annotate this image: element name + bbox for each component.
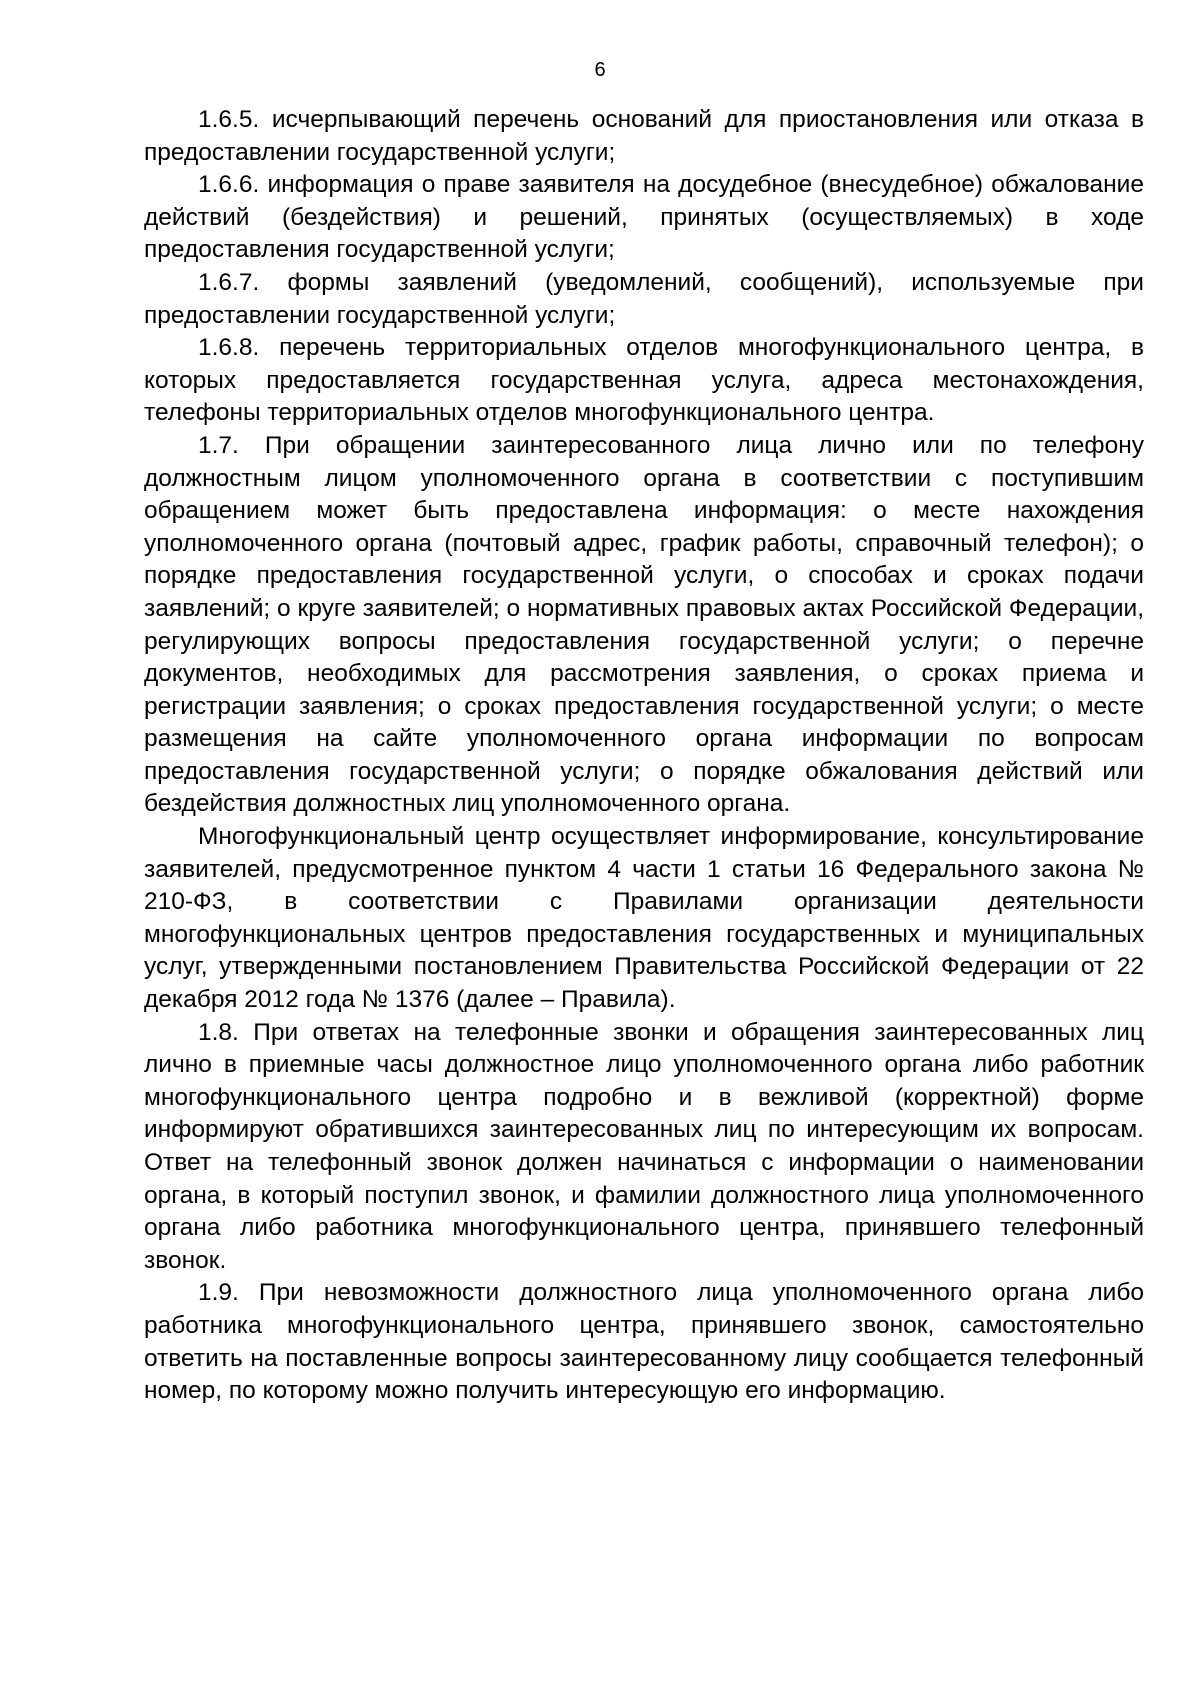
paragraph-1-6-8: 1.6.8. перечень территориальных отделов многофункционального центра, в которых предоставляется государственная услуга, адреса местонахождения, телефоны территориальных отделов многофункционального центра. (144, 334, 1144, 427)
paragraph-1-8: 1.8. При ответах на телефонные звонки и обращения заинтересованных лиц лично в приемные часы должностное лицо уполномоченного органа либо работник многофункционального центра подробно и в вежливой (корректной) форме информируют обратившихся заинтересованных лиц по интересующим их вопросам. Ответ на телефонный звонок должен начинаться с информации о наименовании органа, в который поступил звонок, и фамилии должностного лица уполномоченного органа либо работника многофункционального центра, принявшего телефонный звонок. (144, 1018, 1144, 1274)
paragraph-1-9: 1.9. При невозможности должностного лица уполномоченного органа либо работника многофункционального центра, принявшего звонок, самостоятельно ответить на поставленные вопросы заинтересованному лицу сообщается телефонный номер, по которому можно получить интересующую его информацию. (144, 1279, 1144, 1405)
document-body (144, 104, 1144, 1408)
paragraph-mfc-informing: Многофункциональный центр осуществляет информирование, консультирование заявителей, предусмотренное пунктом 4 части 1 статьи 16 Федерального закона № 210-ФЗ, в соответствии с Правилами организации деятельности многофункциональных центров предоставления государственных и муниципальных услуг, утвержденными постановлением Правительства Российской Федерации от 22 декабря 2012 года № 1376 (далее – Правила). (144, 823, 1144, 1014)
page-number: 6 (594, 59, 606, 81)
paragraph-1-7: 1.7. При обращении заинтересованного лица лично или по телефону должностным лицом уполномоченного органа в соответствии с поступившим обращением может быть предоставлена информация: о месте нахождения уполномоченного органа (почтовый адрес, график работы, справочный телефон); о порядке предоставления государственной услуги, о способах и сроках подачи заявлений; о круге заявителей; о нормативных правовых актах Российской Федерации, регулирующих вопросы предоставления государственной услуги; о перечне документов, необходимых для рассмотрения заявления, о сроках приема и регистрации заявления; о сроках предоставления государственной услуги; о месте размещения на сайте уполномоченного органа информации по вопросам предоставления государственной услуги; о порядке обжалования действий или бездействия должностных лиц уполномоченного органа. (144, 431, 1144, 818)
paragraph-1-6-6: 1.6.6. информация о праве заявителя на досудебное (внесудебное) обжалование действий (бездействия) и решений, принятых (осуществляемых) в ходе предоставления государственной услуги; (144, 171, 1144, 264)
paragraph-1-6-5: 1.6.5. исчерпывающий перечень оснований для приостановления или отказа в предоставлении государственной услуги; (144, 106, 1144, 166)
paragraph-1-6-7: 1.6.7. формы заявлений (уведомлений, сообщений), используемые при предоставлении государственной услуги; (144, 268, 1144, 329)
